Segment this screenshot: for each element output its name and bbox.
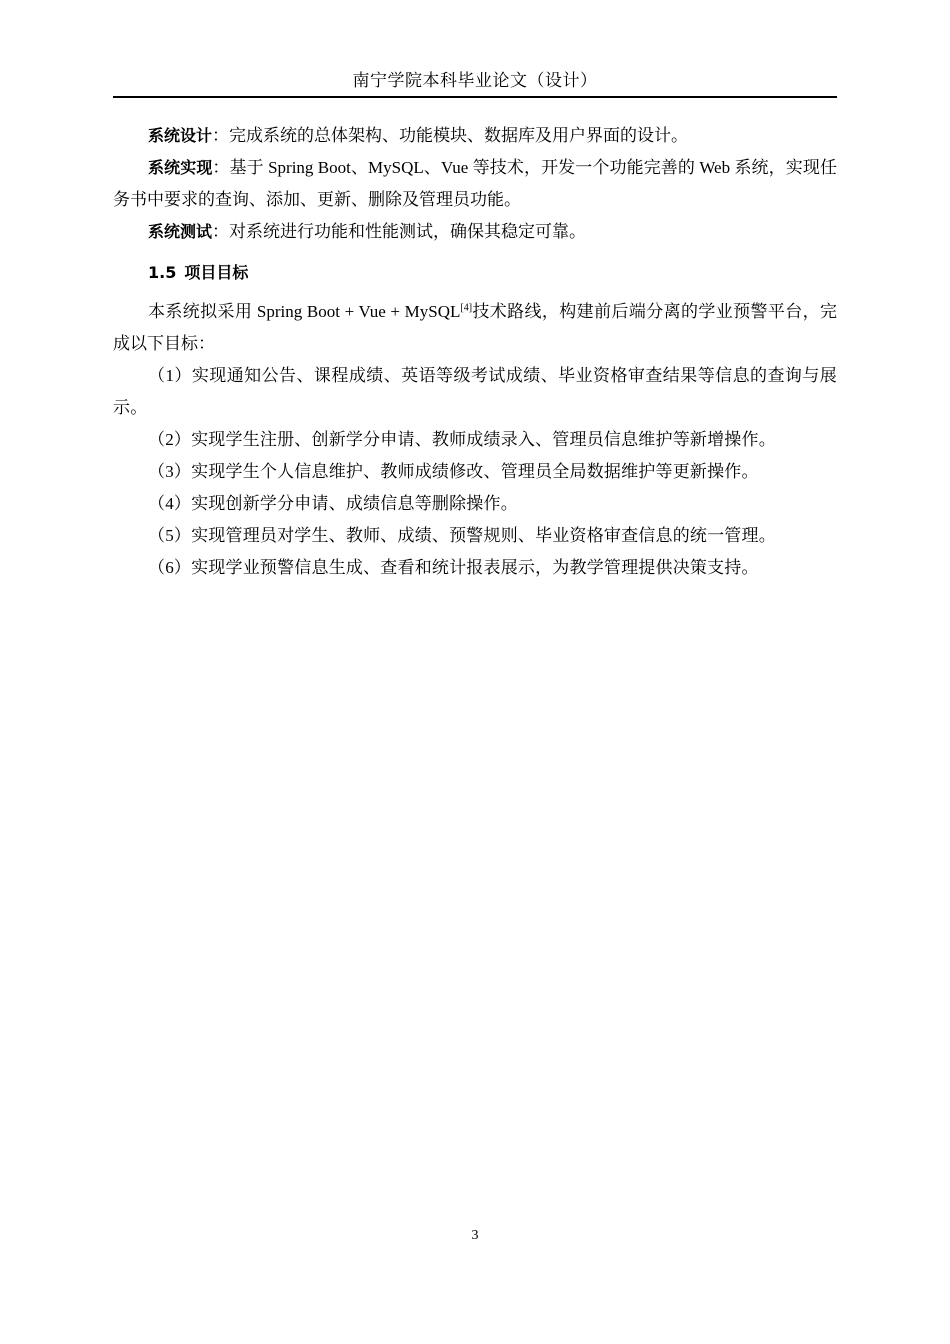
paragraph-text: 本系统拟采用 Spring Boot + Vue + MySQL bbox=[148, 302, 461, 321]
term-description: ：完成系统的总体架构、功能模块、数据库及用户界面的设计。 bbox=[212, 126, 689, 145]
term-label: 系统实现 bbox=[148, 158, 213, 177]
section-heading bbox=[113, 258, 837, 288]
citation-marker: [4] bbox=[460, 302, 473, 314]
intro-item-testing bbox=[113, 216, 837, 248]
goal-item: （5）实现管理员对学生、教师、成绩、预警规则、毕业资格审查信息的统一管理。 bbox=[148, 526, 776, 545]
paragraph-text: 技术路线，构建前后端分离的学业预警平台，完成以下目标： bbox=[113, 302, 837, 353]
section-title: 项目目标 bbox=[184, 263, 249, 282]
term-description: ：对系统进行功能和性能测试，确保其稳定可靠。 bbox=[212, 222, 587, 241]
running-header: 南宁学院本科毕业论文（设计） bbox=[352, 71, 598, 91]
goal-item: （1）实现通知公告、课程成绩、英语等级考试成绩、毕业资格审查结果等信息的查询与展示。 bbox=[113, 366, 837, 417]
intro-item-design bbox=[113, 120, 837, 152]
header-rule bbox=[113, 96, 837, 98]
goals-intro-paragraph bbox=[113, 296, 837, 360]
goal-item: （2）实现学生注册、创新学分申请、教师成绩录入、管理员信息维护等新增操作。 bbox=[148, 430, 776, 449]
page-body bbox=[113, 120, 837, 584]
term-label: 系统测试 bbox=[148, 222, 213, 241]
term-label: 系统设计 bbox=[148, 126, 213, 145]
goal-item: （6）实现学业预警信息生成、查看和统计报表展示，为教学管理提供决策支持。 bbox=[148, 558, 759, 577]
section-number: 1.5 bbox=[148, 263, 177, 282]
term-description: ：基于 Spring Boot、MySQL、Vue 等技术，开发一个功能完善的 Web 系统，实现任务书中要求的查询、添加、更新、删除及管理员功能。 bbox=[113, 158, 837, 209]
page-number: 3 bbox=[471, 1228, 479, 1243]
intro-item-implementation bbox=[113, 152, 837, 216]
goal-item: （3）实现学生个人信息维护、教师成绩修改、管理员全局数据维护等更新操作。 bbox=[148, 462, 759, 481]
goal-item: （4）实现创新学分申请、成绩信息等删除操作。 bbox=[148, 494, 518, 513]
